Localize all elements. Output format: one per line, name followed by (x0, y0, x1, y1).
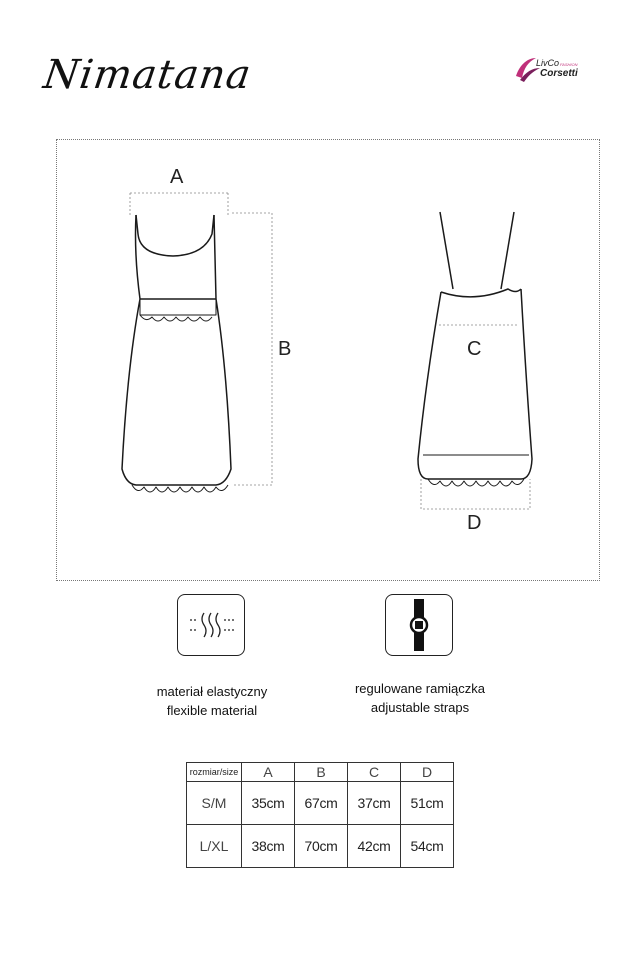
value-cell: 38cm (242, 825, 295, 868)
size-label: S/M (187, 782, 242, 825)
brand-name-top: LivCoFASHION (536, 58, 578, 68)
brand-name-bottom: Corsetti (540, 68, 578, 79)
garment-diagram (56, 139, 600, 581)
column-c: C (348, 763, 401, 782)
column-a: A (242, 763, 295, 782)
value-cell: 54cm (401, 825, 454, 868)
table-row (187, 782, 454, 825)
product-name: Nimatana (40, 52, 255, 98)
size-column-header: rozmiar/size (187, 763, 242, 782)
value-cell: 35cm (242, 782, 295, 825)
front-view-dress (122, 215, 231, 492)
brand-logo (512, 54, 592, 88)
column-b: B (295, 763, 348, 782)
label-d: D (467, 512, 482, 534)
feature-flexible-material: materiał elastyczny flexible material (156, 684, 268, 718)
value-cell: 42cm (348, 825, 401, 868)
label-b: B (278, 338, 292, 360)
size-label: L/XL (187, 825, 242, 868)
label-a: A (170, 166, 184, 188)
column-d: D (401, 763, 454, 782)
value-cell: 51cm (401, 782, 454, 825)
table-row (187, 825, 454, 868)
value-cell: 67cm (295, 782, 348, 825)
feature-adjustable-straps: regulowane ramiączka adjustable straps (354, 681, 486, 715)
value-cell: 37cm (348, 782, 401, 825)
label-c: C (467, 338, 482, 360)
stretch-waves-icon (177, 594, 245, 656)
adjustable-strap-icon (385, 594, 453, 656)
size-table-header (187, 763, 454, 782)
size-table (186, 762, 454, 868)
value-cell: 70cm (295, 825, 348, 868)
